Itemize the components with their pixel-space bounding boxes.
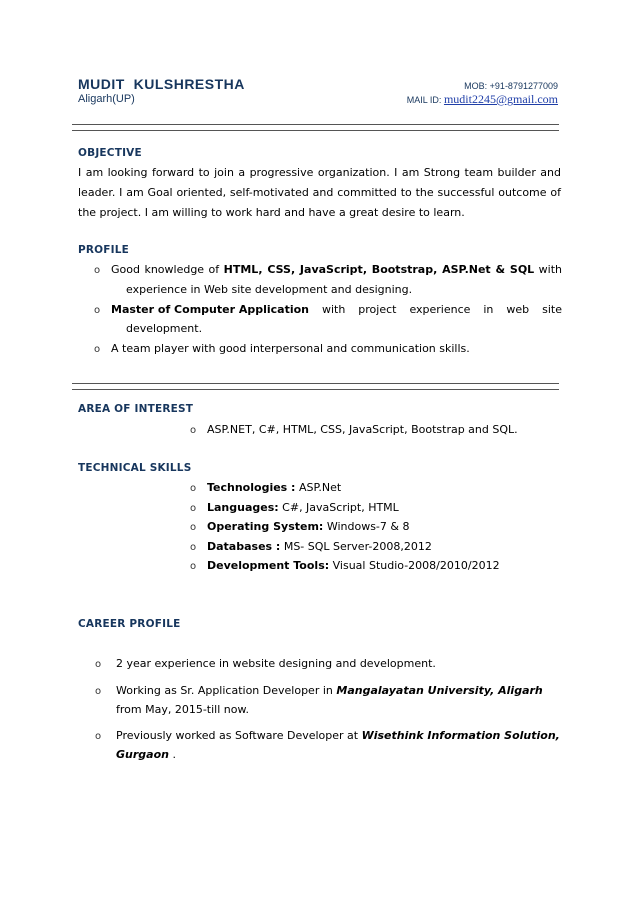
area-of-interest-item: ASP.NET, C#, HTML, CSS, JavaScript, Bootstrap and SQL.	[207, 423, 518, 436]
profile-item-1-line-1: Good knowledge of HTML, CSS, JavaScript, Bootstrap, ASP.Net & SQL with	[111, 263, 563, 276]
bullet-marker: o	[94, 344, 101, 355]
bullet-marker: o	[95, 686, 102, 697]
career-profile-heading: CAREER PROFILE	[78, 618, 181, 630]
skill-operating-system: Operating System: Windows-7 & 8	[207, 520, 410, 533]
email-line	[407, 92, 558, 107]
skill-development-tools: Development Tools: Visual Studio-2008/2010/2012	[207, 559, 500, 572]
profile-item-2-line-2: development.	[126, 322, 203, 335]
career-item-2-line-1: Working as Sr. Application Developer in Mangalayatan University, Aligarh	[116, 684, 543, 697]
career-item-1: 2 year experience in website designing and development.	[116, 657, 436, 670]
skill-databases: Databases : MS- SQL Server-2008,2012	[207, 540, 432, 553]
section-divider	[72, 383, 559, 390]
bullet-marker: o	[190, 522, 197, 533]
career-item-2-line-2: from May, 2015-till now.	[116, 703, 249, 716]
objective-heading: OBJECTIVE	[78, 147, 142, 159]
phone-value: +91-8791277009	[489, 81, 558, 91]
bullet-marker: o	[190, 503, 197, 514]
bullet-marker: o	[95, 659, 102, 670]
profile-item-2-line-1: Master of Computer Application with project experience in web site	[111, 303, 562, 316]
profile-item-1-line-2: experience in Web site development and designing.	[126, 283, 413, 296]
candidate-name: MUDIT KULSHRESTHA	[78, 76, 245, 92]
skill-technologies: Technologies : ASP.Net	[207, 481, 342, 494]
bullet-marker: o	[94, 265, 101, 276]
career-item-3-line-2: Gurgaon .	[116, 748, 176, 761]
bullet-marker: o	[190, 425, 197, 436]
objective-line-1: I am looking forward to join a progressive organization. I am Strong team builder and	[78, 166, 561, 179]
header-divider	[72, 124, 559, 131]
bullet-marker: o	[190, 561, 197, 572]
profile-item-3: A team player with good interpersonal and communication skills.	[111, 342, 470, 355]
candidate-location: Aligarh(UP)	[78, 93, 135, 105]
area-of-interest-heading: AREA OF INTEREST	[78, 403, 194, 415]
career-item-3-line-1: Previously worked as Software Developer at Wisethink Information Solution,	[116, 729, 560, 742]
bullet-marker: o	[95, 731, 102, 742]
email-link[interactable]: mudit2245@gmail.com	[443, 92, 558, 106]
technical-skills-heading: TECHNICAL SKILLS	[78, 462, 192, 474]
objective-line-2: leader. I am Goal oriented, self-motivated and committed to the successful outcome of	[78, 186, 561, 199]
email-label: MAIL ID:	[406, 95, 442, 105]
bullet-marker: o	[190, 483, 197, 494]
objective-text	[78, 163, 561, 223]
phone-label: MOB:	[464, 81, 488, 91]
bullet-marker: o	[190, 542, 197, 553]
profile-heading: PROFILE	[78, 244, 130, 256]
objective-line-3: the project. I am willing to work hard and have a great desire to learn.	[78, 206, 465, 219]
skill-languages: Languages: C#, JavaScript, HTML	[207, 501, 399, 514]
bullet-marker: o	[94, 305, 101, 316]
phone-line	[464, 81, 558, 91]
